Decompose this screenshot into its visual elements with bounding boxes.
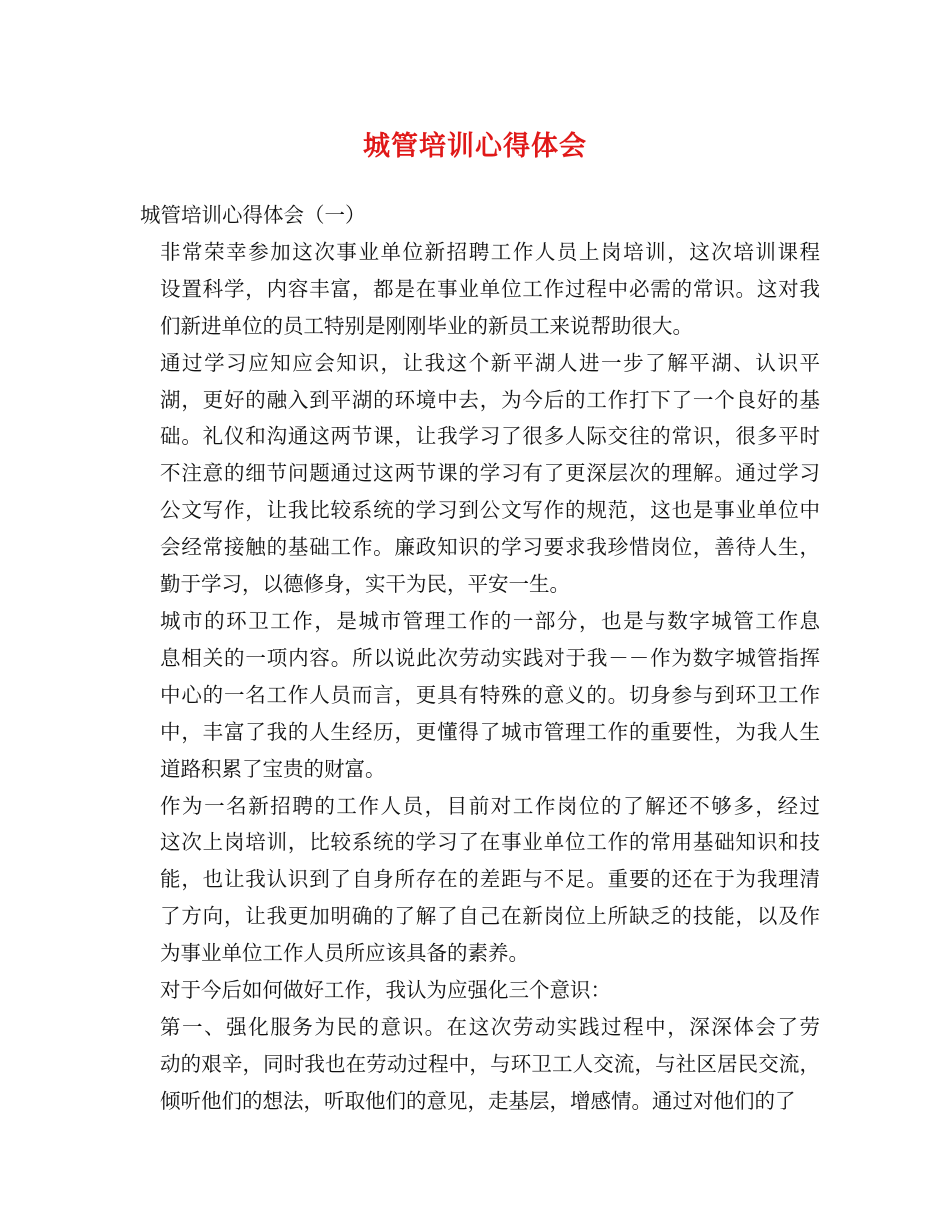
- paragraph-line: 们新进单位的员工特别是刚刚毕业的新员工来说帮助很大。: [160, 313, 693, 338]
- paragraph-4: [140, 788, 820, 973]
- paragraph-line: 为事业单位工作人员所应该具备的素养。: [160, 941, 529, 966]
- paragraph-2: [140, 345, 820, 603]
- paragraph-line: 倾听他们的想法，听取他们的意见，走基层，增感情。通过对他们的了: [160, 1088, 796, 1113]
- paragraph-line: 息相关的一项内容。所以说此次劳动实践对于我－－作为数字城管指挥: [160, 645, 820, 670]
- paragraph-line: 了方向，让我更加明确的了解了自己在新岗位上所缺乏的技能，以及作: [160, 904, 820, 929]
- paragraph-3: [140, 603, 820, 788]
- paragraph-line: 这次上岗培训，比较系统的学习了在事业单位工作的常用基础知识和技: [160, 830, 820, 855]
- paragraph-line: 对于今后如何做好工作，我认为应强化三个意识：: [160, 978, 611, 1003]
- paragraph-line: 湖，更好的融入到平湖的环境中去，为今后的工作打下了一个良好的基: [160, 387, 820, 412]
- paragraph-line: 中心的一名工作人员而言，更具有特殊的意义的。切身参与到环卫工作: [160, 682, 820, 707]
- paragraph-line: 设置科学，内容丰富，都是在事业单位工作过程中必需的常识。这对我: [160, 276, 820, 301]
- document-title: 城管培训心得体会: [363, 131, 587, 162]
- paragraph-line: 作为一名新招聘的工作人员，目前对工作岗位的了解还不够多，经过: [160, 793, 820, 818]
- paragraph-line: 会经常接触的基础工作。廉政知识的学习要求我珍惜岗位，善待人生，: [160, 535, 820, 560]
- paragraph-line: 能，也让我认识到了自身所存在的差距与不足。重要的还在于为我理清: [160, 867, 820, 892]
- paragraph-line: 勤于学习，以德修身，实干为民，平安一生。: [160, 572, 570, 597]
- section-heading: 城管培训心得体会（一）: [140, 203, 366, 227]
- paragraph-5: [140, 972, 820, 1009]
- paragraph-1: [140, 234, 820, 345]
- paragraph-line: 通过学习应知应会知识，让我这个新平湖人进一步了解平湖、认识平: [160, 350, 820, 375]
- paragraph-line: 公文写作，让我比较系统的学习到公文写作的规范，这也是事业单位中: [160, 498, 820, 523]
- paragraph-line: 第一、强化服务为民的意识。在这次劳动实践过程中，深深体会了劳: [160, 1014, 820, 1039]
- paragraph-line: 中，丰富了我的人生经历，更懂得了城市管理工作的重要性，为我人生: [160, 719, 820, 744]
- paragraph-line: 道路积累了宝贵的财富。: [160, 756, 386, 781]
- document-body: [140, 197, 820, 1120]
- paragraph-6: [140, 1009, 820, 1120]
- paragraph-line: 础。礼仪和沟通这两节课，让我学习了很多人际交往的常识，很多平时: [160, 424, 820, 449]
- paragraph-line: 动的艰辛，同时我也在劳动过程中，与环卫工人交流，与社区居民交流，: [160, 1051, 820, 1076]
- paragraph-line: 城市的环卫工作，是城市管理工作的一部分，也是与数字城管工作息: [160, 608, 820, 633]
- paragraph-line: 非常荣幸参加这次事业单位新招聘工作人员上岗培训，这次培训课程: [160, 239, 820, 264]
- paragraph-line: 不注意的细节问题通过这两节课的学习有了更深层次的理解。通过学习: [160, 461, 820, 486]
